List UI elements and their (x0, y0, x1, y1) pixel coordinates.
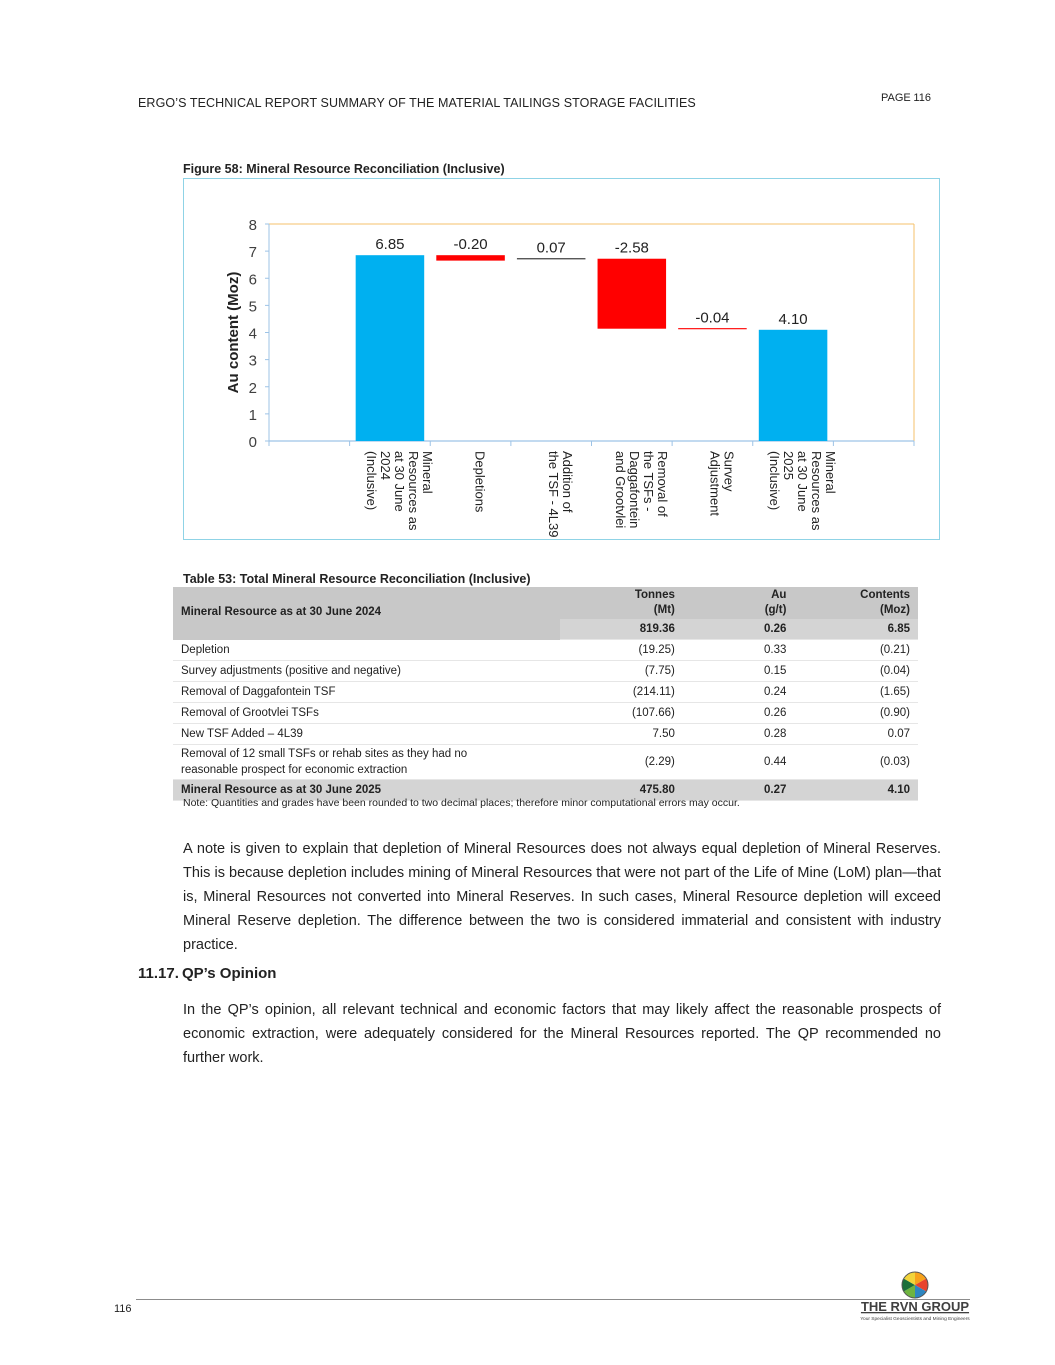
row-label: Removal of Daggafontein TSF (173, 682, 560, 703)
waterfall-chart-frame (183, 178, 940, 540)
row-contents: (1.65) (794, 682, 918, 703)
report-header-title: ERGO’S TECHNICAL REPORT SUMMARY OF THE MATERIAL TAILINGS STORAGE FACILITIES (138, 96, 696, 110)
data-label-6: 4.10 (778, 310, 808, 328)
section-heading (138, 965, 276, 982)
reconciliation-table (173, 587, 918, 801)
svg-text:THE RVN GROUP: THE RVN GROUP (860, 1299, 970, 1314)
page-label: PAGE (881, 92, 911, 104)
waterfall-bar-4 (598, 259, 667, 329)
waterfall-bar-1 (356, 255, 425, 441)
page-number: 116 (913, 92, 931, 104)
table-row (173, 724, 918, 745)
row-tonnes: (214.11) (560, 682, 683, 703)
y-tick-label: 1 (248, 406, 257, 424)
row-contents: (0.04) (794, 661, 918, 682)
row-tonnes: (2.29) (560, 745, 683, 780)
y-tick-label: 5 (248, 298, 257, 316)
data-label-4: -2.58 (614, 239, 649, 257)
row-au: 0.15 (683, 661, 795, 682)
table-header-row (173, 587, 918, 619)
row-tonnes: 7.50 (560, 724, 683, 745)
row-au: 0.26 (683, 703, 795, 724)
y-tick-label: 3 (248, 352, 257, 370)
y-tick-label: 4 (248, 325, 257, 343)
row-label: New TSF Added – 4L39 (173, 724, 560, 745)
paragraph-qp-opinion: In the QP’s opinion, all relevant technical and economic factors that may likely affect the reasonable prospects of economic extraction, were adequately considered for the Mineral Resources reported. The QP recommended no further work. (183, 1002, 941, 1066)
category-label-1: MineralResources asat 30 June2024(Inclusive) (363, 451, 435, 531)
table-row (173, 682, 918, 703)
y-axis-label: Au content (Moz) (225, 271, 242, 394)
header-page-number (881, 92, 931, 104)
footer-divider (136, 1299, 970, 1300)
row-contents: 0.07 (794, 724, 918, 745)
category-label-2: Depletions (472, 451, 488, 513)
row-contents: (0.21) (794, 640, 918, 661)
category-label-5: SurveyAdjustment (707, 451, 737, 517)
data-label-3: 0.07 (536, 239, 566, 257)
rvn-group-logo (855, 1268, 975, 1324)
opening-au: 0.26 (683, 619, 795, 640)
waterfall-bar-2 (436, 255, 505, 260)
total-label: Mineral Resource as at 30 June 2025 (173, 780, 560, 801)
table-row (173, 661, 918, 682)
col-au-header: Au (g/t) (683, 587, 795, 619)
row-label: Removal of Grootvlei TSFs (173, 703, 560, 724)
waterfall-chart (184, 179, 941, 541)
row-au: 0.33 (683, 640, 795, 661)
opening-tonnes: 819.36 (560, 619, 683, 640)
table-row (173, 703, 918, 724)
y-tick-label: 7 (248, 244, 257, 262)
row-label: Removal of 12 small TSFs or rehab sites as they had no reasonable prospect for economic extraction (173, 745, 560, 780)
row-au: 0.28 (683, 724, 795, 745)
table-row (173, 640, 918, 661)
row-tonnes: (107.66) (560, 703, 683, 724)
row-au: 0.44 (683, 745, 795, 780)
row-tonnes: (19.25) (560, 640, 683, 661)
section-title: QP’s Opinion (182, 965, 277, 982)
svg-text:Your Specialist Geoscientists: Your Specialist Geoscientists and Mining Engineers (860, 1317, 970, 1322)
data-label-2: -0.20 (453, 236, 488, 254)
total-contents: 4.10 (794, 780, 918, 801)
y-tick-label: 6 (248, 271, 257, 289)
data-label-5: -0.04 (695, 309, 730, 327)
category-label-3: Addition ofthe TSF - 4L39 (546, 451, 576, 538)
data-label-1: 6.85 (375, 236, 405, 254)
row-tonnes: (7.75) (560, 661, 683, 682)
total-au: 0.27 (683, 780, 795, 801)
section-number: 11.17. (138, 965, 179, 982)
row-contents: (0.03) (794, 745, 918, 780)
category-label-4: Removal ofthe TSFs -Daggafonteinand Grootvlei (612, 451, 670, 529)
figure-caption: Figure 58: Mineral Resource Reconciliation (Inclusive) (183, 162, 505, 176)
footer-page-number: 116 (114, 1303, 132, 1315)
waterfall-bar-6 (759, 330, 828, 441)
table-note: Note: Quantities and grades have been rounded to two decimal places; therefore minor computational errors may occur. (183, 797, 740, 809)
y-tick-label: 0 (248, 434, 257, 451)
row-label: Survey adjustments (positive and negative) (173, 661, 560, 682)
col-tonnes-header: Tonnes (Mt) (560, 587, 683, 619)
header-label: Mineral Resource as at 30 June 2024 (173, 587, 560, 640)
row-contents: (0.90) (794, 703, 918, 724)
row-au: 0.24 (683, 682, 795, 703)
y-tick-label: 2 (248, 379, 257, 397)
category-label-6: MineralResources asat 30 June2025(Inclusive) (767, 451, 839, 531)
total-tonnes: 475.80 (560, 780, 683, 801)
paragraph-depletion-note: A note is given to explain that depletion of Mineral Resources does not always equal depletion of Mineral Reserves. This is because depletion includes mining of Mineral Resources that were not part of the Life of Mine (LoM) plan—that is, Mineral Resources not converted into Mineral Reserves. In such cases, Mineral Resource depletion will exceed Mineral Reserve depletion. The difference between the two is considered immaterial and consistent with industry practice. (183, 841, 941, 953)
col-contents-header: Contents (Moz) (794, 587, 918, 619)
opening-contents: 6.85 (794, 619, 918, 640)
table-caption: Table 53: Total Mineral Resource Reconciliation (Inclusive) (183, 572, 531, 586)
table-row (173, 745, 918, 780)
y-tick-label: 8 (248, 217, 257, 234)
row-label: Depletion (173, 640, 560, 661)
